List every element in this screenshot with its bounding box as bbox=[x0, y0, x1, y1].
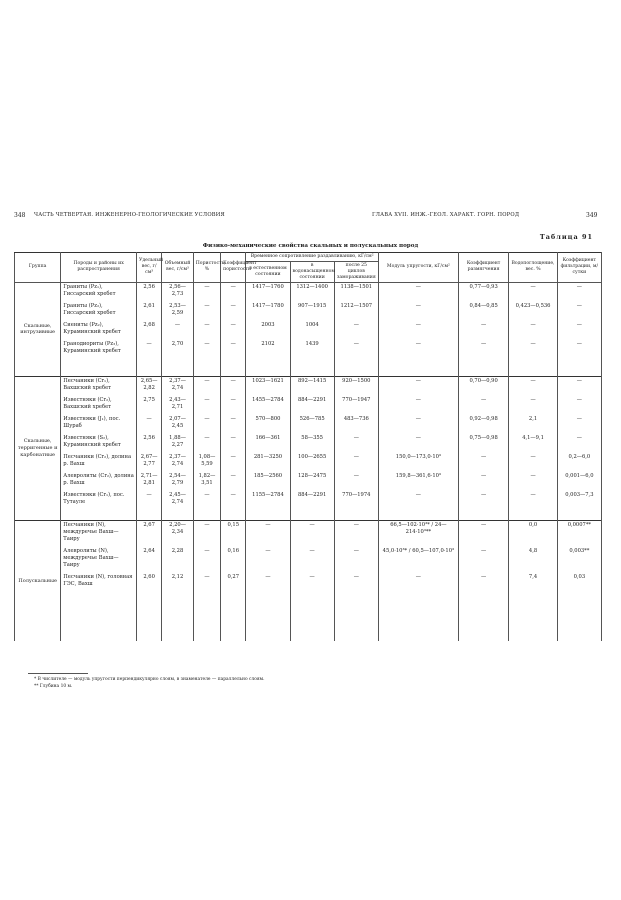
strength-frozen-cell: — bbox=[334, 453, 378, 472]
elastic-modulus-cell: — bbox=[378, 573, 458, 599]
water-absorption-cell: — bbox=[509, 472, 557, 491]
elastic-modulus-cell: — bbox=[378, 491, 458, 510]
strength-natural-cell: 1023—1621 bbox=[246, 376, 290, 396]
filtration-coef-cell: — bbox=[557, 282, 601, 302]
softening-coef-cell: 0,70—0,90 bbox=[458, 376, 508, 396]
table-header bbox=[15, 253, 602, 283]
filtration-coef-cell: 0,001—6,0 bbox=[557, 472, 601, 491]
strength-frozen-cell: 770—1947 bbox=[334, 396, 378, 415]
softening-coef-cell: — bbox=[458, 321, 508, 340]
specific-weight-cell: 2,75 bbox=[137, 396, 162, 415]
filtration-coef-cell: — bbox=[557, 434, 601, 453]
rock-name: Граниты (Pz₁), Гиссарский хребет bbox=[61, 282, 137, 302]
porosity-coef-cell: — bbox=[221, 396, 246, 415]
strength-frozen-cell: — bbox=[334, 340, 378, 366]
strength-frozen-cell: — bbox=[334, 520, 378, 547]
porosity-coef-cell: — bbox=[221, 434, 246, 453]
footnote-2: ** Глубина 10 м. bbox=[34, 684, 73, 689]
elastic-modulus-cell: 150,0—173,0·10³ bbox=[378, 453, 458, 472]
strength-saturated-cell: 1004 bbox=[290, 321, 334, 340]
porosity-coef-cell: 0,16 bbox=[221, 547, 246, 573]
col-strength-group: Временное сопротивление раздавливанию, кГ/см² bbox=[246, 253, 379, 262]
porosity-cell: — bbox=[193, 302, 220, 321]
specific-weight-cell: 2,56 bbox=[137, 282, 162, 302]
strength-frozen-cell: — bbox=[334, 434, 378, 453]
volume-weight-cell: 2,12 bbox=[162, 573, 194, 599]
strength-saturated-cell: — bbox=[290, 547, 334, 573]
specific-weight-cell: 2,60 bbox=[137, 573, 162, 599]
rock-name: Алевролиты (Cr₂), долина р. Вахш bbox=[61, 472, 137, 491]
volume-weight-cell: 2,43—2,71 bbox=[162, 396, 194, 415]
softening-coef-cell: 0,75—0,98 bbox=[458, 434, 508, 453]
elastic-modulus-cell: 159,8—361,6·10³ bbox=[378, 472, 458, 491]
volume-weight-cell: 2,56—2,73 bbox=[162, 282, 194, 302]
porosity-cell: — bbox=[193, 573, 220, 599]
strength-saturated-cell: 884—2291 bbox=[290, 396, 334, 415]
specific-weight-cell: 2,71—2,81 bbox=[137, 472, 162, 491]
filtration-coef-cell: 0,003** bbox=[557, 547, 601, 573]
softening-coef-cell: — bbox=[458, 547, 508, 573]
water-absorption-cell: — bbox=[509, 321, 557, 340]
strength-natural-cell: 1455—2784 bbox=[246, 396, 290, 415]
softening-coef-cell: — bbox=[458, 472, 508, 491]
softening-coef-cell: — bbox=[458, 453, 508, 472]
col-rock: Породы и районы их распространения bbox=[61, 253, 137, 283]
col-group: Группа bbox=[15, 253, 61, 283]
strength-natural-cell: — bbox=[246, 520, 290, 547]
porosity-cell: 1,82—3,51 bbox=[193, 472, 220, 491]
water-absorption-cell: — bbox=[509, 340, 557, 366]
porosity-cell: — bbox=[193, 396, 220, 415]
col-porosity: Пористость, % bbox=[193, 253, 220, 283]
water-absorption-cell: — bbox=[509, 376, 557, 396]
porosity-coef-cell: — bbox=[221, 472, 246, 491]
strength-natural-cell: 570—800 bbox=[246, 415, 290, 434]
col-strength-natural: в естественном состоянии bbox=[246, 261, 290, 282]
porosity-cell: — bbox=[193, 340, 220, 366]
volume-weight-cell: 2,07—2,45 bbox=[162, 415, 194, 434]
rock-name: Алевролиты (N), междуречье Вахш—Таиру bbox=[61, 547, 137, 573]
porosity-cell: — bbox=[193, 415, 220, 434]
rock-name: Известняки (Cr₂), Вахшский хребет bbox=[61, 396, 137, 415]
water-absorption-cell: 4,8 bbox=[509, 547, 557, 573]
filtration-coef-cell: 0,03 bbox=[557, 573, 601, 599]
group-label: Скальные, интрузивные bbox=[15, 282, 61, 376]
strength-frozen-cell: — bbox=[334, 321, 378, 340]
strength-natural-cell: 281—3250 bbox=[246, 453, 290, 472]
elastic-modulus-cell: — bbox=[378, 415, 458, 434]
strength-natural-cell: 1155—2784 bbox=[246, 491, 290, 510]
volume-weight-cell: 2,45—2,74 bbox=[162, 491, 194, 510]
strength-frozen-cell: 770—1974 bbox=[334, 491, 378, 510]
elastic-modulus-cell: 45,0·10³* / 60,5—107,0·10³ bbox=[378, 547, 458, 573]
rock-name: Известняки (J₁), пос. Шураб bbox=[61, 415, 137, 434]
table-label: Таблица 91 bbox=[539, 233, 593, 241]
strength-natural-cell: 166—361 bbox=[246, 434, 290, 453]
porosity-coef-cell: — bbox=[221, 453, 246, 472]
volume-weight-cell: 2,54—2,79 bbox=[162, 472, 194, 491]
softening-coef-cell: — bbox=[458, 491, 508, 510]
porosity-coef-cell: — bbox=[221, 302, 246, 321]
elastic-modulus-cell: — bbox=[378, 376, 458, 396]
col-specific-weight: Удельный вес, г/см³ bbox=[137, 253, 162, 283]
porosity-cell: — bbox=[193, 434, 220, 453]
volume-weight-cell: 2,37—2,74 bbox=[162, 376, 194, 396]
specific-weight-cell: 2,65—2,82 bbox=[137, 376, 162, 396]
rock-name: Граниты (Pz₂), Гиссарский хребет bbox=[61, 302, 137, 321]
filtration-coef-cell: — bbox=[557, 340, 601, 366]
specific-weight-cell: 2,56 bbox=[137, 434, 162, 453]
water-absorption-cell: 0,0 bbox=[509, 520, 557, 547]
elastic-modulus-cell: — bbox=[378, 396, 458, 415]
softening-coef-cell: — bbox=[458, 573, 508, 599]
specific-weight-cell: 2,61 bbox=[137, 302, 162, 321]
porosity-cell: — bbox=[193, 321, 220, 340]
section-semi-rock bbox=[15, 520, 602, 641]
section-terrigenous bbox=[15, 376, 602, 520]
porosity-cell: — bbox=[193, 520, 220, 547]
specific-weight-cell: 2,68 bbox=[137, 321, 162, 340]
porosity-coef-cell: — bbox=[221, 340, 246, 366]
section-intrusive bbox=[15, 282, 602, 376]
group-label: Скальные, терригенные и карбонатные bbox=[15, 376, 61, 520]
strength-saturated-cell: 1439 bbox=[290, 340, 334, 366]
rock-name: Песчаники (N), междуречье Вахш—Таиру bbox=[61, 520, 137, 547]
softening-coef-cell: — bbox=[458, 340, 508, 366]
rock-name: Известняки (Cr₁), пос. Тутауле bbox=[61, 491, 137, 510]
strength-saturated-cell: — bbox=[290, 520, 334, 547]
porosity-coef-cell: — bbox=[221, 491, 246, 510]
rock-name: Песчаники (N), головная ГЭС, Вахш bbox=[61, 573, 137, 599]
porosity-coef-cell: 0,15 bbox=[221, 520, 246, 547]
strength-natural-cell: 185—2560 bbox=[246, 472, 290, 491]
softening-coef-cell: 0,84—0,85 bbox=[458, 302, 508, 321]
specific-weight-cell: 2,67—2,77 bbox=[137, 453, 162, 472]
porosity-cell: — bbox=[193, 282, 220, 302]
strength-natural-cell: — bbox=[246, 547, 290, 573]
volume-weight-cell: 2,70 bbox=[162, 340, 194, 366]
volume-weight-cell: 1,88—2,27 bbox=[162, 434, 194, 453]
softening-coef-cell: — bbox=[458, 520, 508, 547]
rock-name: Песчаники (Cr₁), Вахшский хребет bbox=[61, 376, 137, 396]
water-absorption-cell: — bbox=[509, 396, 557, 415]
strength-frozen-cell: 920—1500 bbox=[334, 376, 378, 396]
specific-weight-cell: 2,64 bbox=[137, 547, 162, 573]
rock-name: Сиениты (Pz₂), Кураминский хребет bbox=[61, 321, 137, 340]
right-page-number: 349 bbox=[586, 212, 598, 219]
strength-saturated-cell: 907—1915 bbox=[290, 302, 334, 321]
elastic-modulus-cell: — bbox=[378, 340, 458, 366]
properties-table bbox=[14, 252, 602, 641]
col-strength-frozen: после 25 циклов замораживания bbox=[334, 261, 378, 282]
strength-natural-cell: — bbox=[246, 573, 290, 599]
specific-weight-cell: — bbox=[137, 340, 162, 366]
col-strength-saturated: в водонасыщенном состоянии bbox=[290, 261, 334, 282]
porosity-coef-cell: — bbox=[221, 321, 246, 340]
strength-frozen-cell: 1212—1507 bbox=[334, 302, 378, 321]
volume-weight-cell: 2,53—2,59 bbox=[162, 302, 194, 321]
porosity-cell: — bbox=[193, 491, 220, 510]
strength-saturated-cell: 128—2475 bbox=[290, 472, 334, 491]
strength-saturated-cell: — bbox=[290, 573, 334, 599]
softening-coef-cell: 0,77—0,93 bbox=[458, 282, 508, 302]
softening-coef-cell: — bbox=[458, 396, 508, 415]
porosity-coef-cell: 0,27 bbox=[221, 573, 246, 599]
porosity-coef-cell: — bbox=[221, 376, 246, 396]
porosity-coef-cell: — bbox=[221, 415, 246, 434]
specific-weight-cell: — bbox=[137, 491, 162, 510]
col-volume-weight: Объемный вес, г/см³ bbox=[162, 253, 194, 283]
filtration-coef-cell: 0,2—6,0 bbox=[557, 453, 601, 472]
strength-natural-cell: 2102 bbox=[246, 340, 290, 366]
strength-frozen-cell: — bbox=[334, 547, 378, 573]
water-absorption-cell: — bbox=[509, 453, 557, 472]
strength-saturated-cell: 100—2655 bbox=[290, 453, 334, 472]
specific-weight-cell: 2,67 bbox=[137, 520, 162, 547]
table-title: Физико-механические свойства скальных и полускальных пород bbox=[202, 243, 419, 249]
specific-weight-cell: — bbox=[137, 415, 162, 434]
softening-coef-cell: 0,92—0,98 bbox=[458, 415, 508, 434]
filtration-coef-cell: — bbox=[557, 396, 601, 415]
group-label: Полускальные bbox=[15, 520, 61, 641]
elastic-modulus-cell: 66,5—102·10³* / 24—214·10³** bbox=[378, 520, 458, 547]
rock-name: Песчаники (Cr₂), долина р. Вахш bbox=[61, 453, 137, 472]
water-absorption-cell: — bbox=[509, 282, 557, 302]
volume-weight-cell: — bbox=[162, 321, 194, 340]
water-absorption-cell: 4,1—9,1 bbox=[509, 434, 557, 453]
volume-weight-cell: 2,37—2,74 bbox=[162, 453, 194, 472]
col-softening-coef: Коэффициент размягчения bbox=[458, 253, 508, 283]
strength-frozen-cell: — bbox=[334, 472, 378, 491]
strength-saturated-cell: 1312—1400 bbox=[290, 282, 334, 302]
elastic-modulus-cell: — bbox=[378, 302, 458, 321]
filtration-coef-cell: — bbox=[557, 302, 601, 321]
porosity-cell: — bbox=[193, 376, 220, 396]
strength-saturated-cell: 526—785 bbox=[290, 415, 334, 434]
col-elastic-modulus: Модуль упругости, кГ/см² bbox=[378, 253, 458, 283]
filtration-coef-cell: 0,0007** bbox=[557, 520, 601, 547]
strength-frozen-cell: 483—736 bbox=[334, 415, 378, 434]
water-absorption-cell: 2,1 bbox=[509, 415, 557, 434]
right-running-head: ГЛАВА XVII. ИНЖ.-ГЕОЛ. ХАРАКТ. ГОРН. ПОРОД bbox=[372, 212, 520, 218]
strength-saturated-cell: 58—355 bbox=[290, 434, 334, 453]
left-page-number: 348 bbox=[14, 212, 26, 219]
volume-weight-cell: 2,28 bbox=[162, 547, 194, 573]
strength-natural-cell: 2003 bbox=[246, 321, 290, 340]
rock-name: Известняки (S₂), Кураминский хребет bbox=[61, 434, 137, 453]
volume-weight-cell: 2,20—2,34 bbox=[162, 520, 194, 547]
elastic-modulus-cell: — bbox=[378, 282, 458, 302]
porosity-cell: — bbox=[193, 547, 220, 573]
col-porosity-coef: Коэффициент пористости bbox=[221, 253, 246, 283]
strength-frozen-cell: — bbox=[334, 573, 378, 599]
strength-natural-cell: 1417—1760 bbox=[246, 282, 290, 302]
filtration-coef-cell: — bbox=[557, 321, 601, 340]
strength-saturated-cell: 892—1415 bbox=[290, 376, 334, 396]
strength-saturated-cell: 884—2291 bbox=[290, 491, 334, 510]
filtration-coef-cell: — bbox=[557, 376, 601, 396]
elastic-modulus-cell: — bbox=[378, 321, 458, 340]
porosity-coef-cell: — bbox=[221, 282, 246, 302]
footnote-rule bbox=[28, 673, 88, 674]
filtration-coef-cell: 0,003—7,3 bbox=[557, 491, 601, 510]
elastic-modulus-cell: — bbox=[378, 434, 458, 453]
filtration-coef-cell: — bbox=[557, 415, 601, 434]
left-running-head: ЧАСТЬ ЧЕТВЕРТАЯ. ИНЖЕНЕРНО-ГЕОЛОГИЧЕСКИЕ УСЛОВИЯ bbox=[34, 212, 225, 218]
rock-name: Гранодиориты (Pz₃), Кураминский хребет bbox=[61, 340, 137, 366]
water-absorption-cell: 7,4 bbox=[509, 573, 557, 599]
strength-frozen-cell: 1138—1501 bbox=[334, 282, 378, 302]
col-water-absorption: Водопоглощение, вес. % bbox=[509, 253, 557, 283]
footnote-1: * В числителе — модуль упругости перпендикулярно слоям, в знаменателе — параллельно слоям. bbox=[34, 677, 265, 682]
water-absorption-cell: 0,423—0,536 bbox=[509, 302, 557, 321]
strength-natural-cell: 1417—1780 bbox=[246, 302, 290, 321]
porosity-cell: 1,08—5,59 bbox=[193, 453, 220, 472]
water-absorption-cell: — bbox=[509, 491, 557, 510]
col-filtration-coef: Коэффициент фильтрации, м/сутки bbox=[557, 253, 601, 283]
